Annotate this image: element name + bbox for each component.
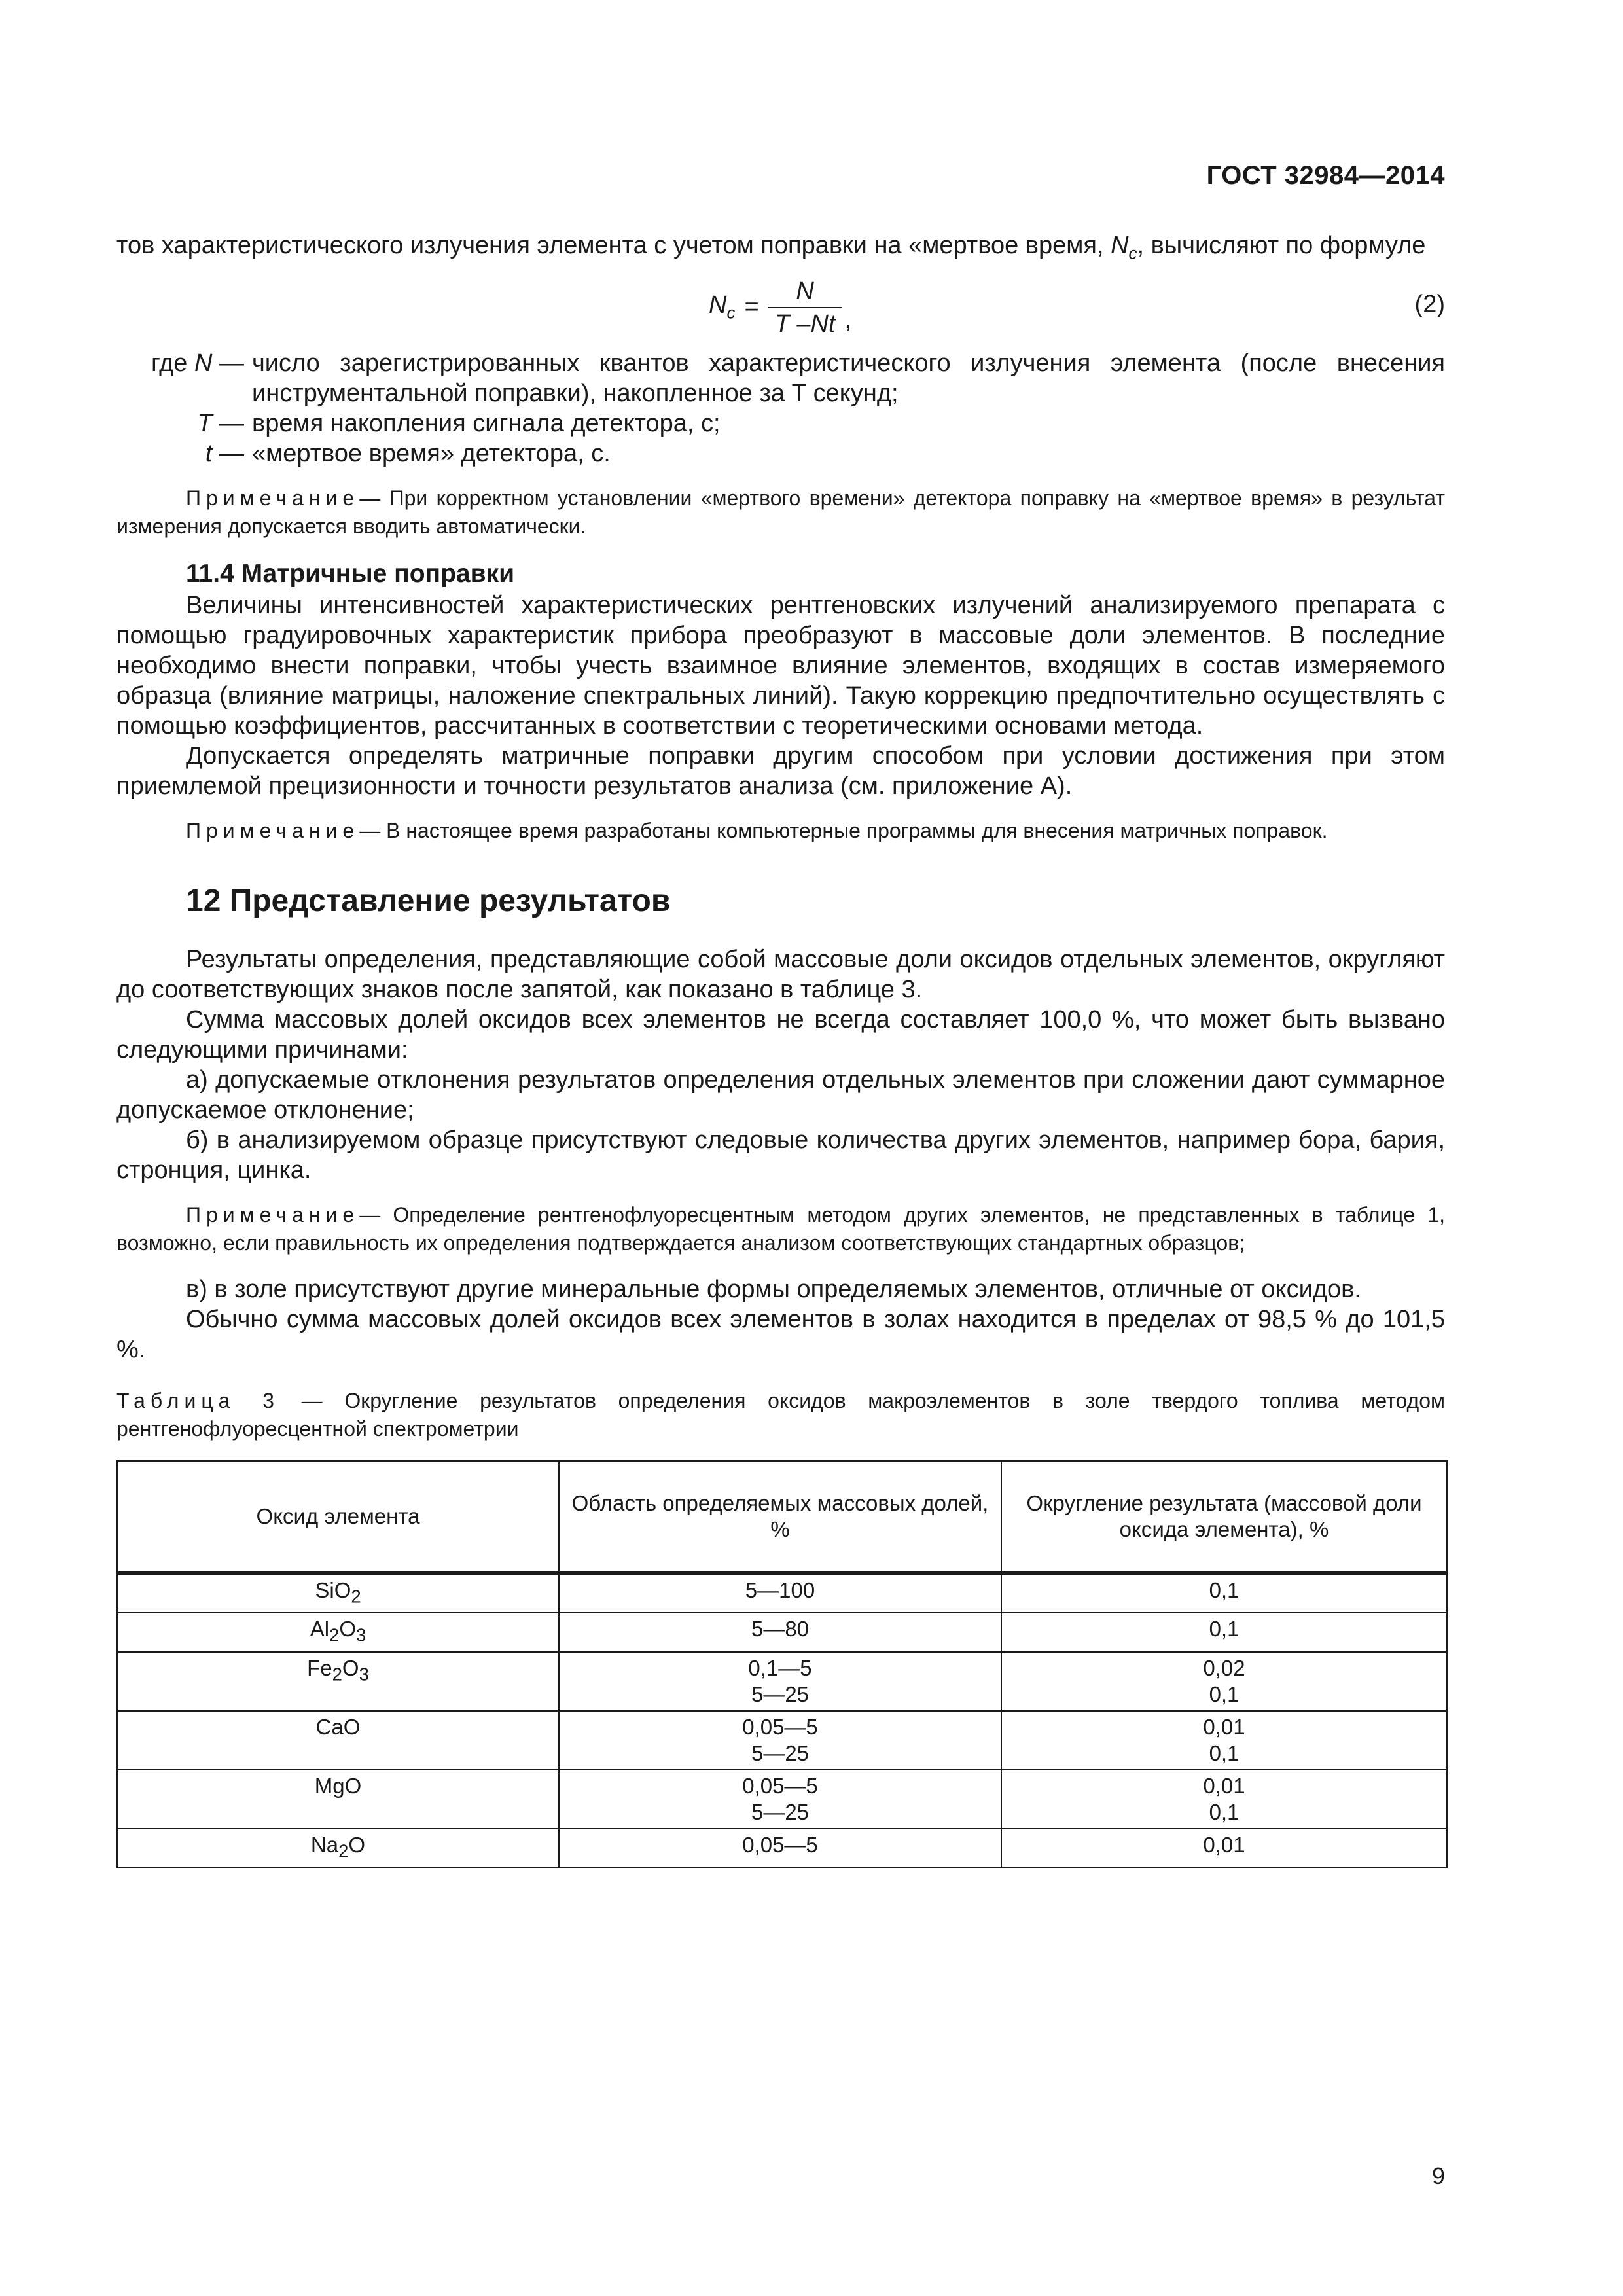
cell-rounding: 0,01 0,1 bbox=[1001, 1770, 1447, 1829]
cell-range: 5—100 bbox=[559, 1573, 1001, 1613]
table-row bbox=[117, 1573, 1447, 1613]
formula-number: (2) bbox=[1414, 290, 1445, 318]
cell-oxide: SiO$_2$ bbox=[117, 1573, 559, 1613]
header-oxide: Оксид элемента bbox=[117, 1461, 559, 1573]
cell-oxide: $Al_2O_3$ bbox=[117, 1613, 559, 1652]
table-header-row bbox=[117, 1461, 1447, 1573]
table-row bbox=[117, 1711, 1447, 1770]
header-rounding: Округление результата (массовой доли оксида элемента), % bbox=[1001, 1461, 1447, 1573]
cell-oxide: $Na_2O$ bbox=[117, 1829, 559, 1868]
section-12-paragraph-1: Результаты определения, представляющие собой массовые доли оксидов отдельных элементов, округляют до соответствующих знаков после запятой, как показано в таблице 3. bbox=[116, 945, 1445, 1003]
section-11-4-heading: 11.4 Матричные поправки bbox=[186, 559, 515, 588]
section-11-4-paragraph-1: Величины интенсивностей характеристических рентгеновских излучений анализируемого препарата с помощью градуировочных характеристик прибора преобразуют в массовые доли элементов. В последние необходимо внести поправки, чтобы учесть взаимное влияние элементов, входящих в состав измеряемого образца (влияние матрицы, наложение спектральных линий). Такую коррекцию предпочтительно осуществлять с помощью коэффициентов, рассчитанных в соответствии с теоретическими основами метода. bbox=[116, 591, 1445, 740]
cell-oxide: MgO bbox=[117, 1770, 559, 1829]
content-flow bbox=[116, 230, 1445, 1868]
note-matrix-software: Примечание— В настоящее время разработаны компьютерные программы для внесения матричных поправок. bbox=[186, 818, 1328, 842]
document-page bbox=[116, 0, 1445, 2296]
note-dead-time: Примечание— При корректном установлении «мертвого времени» детектора поправку на «мертвое время» в результат измерения допускается вводить автоматически. bbox=[116, 486, 1445, 538]
formula-legend bbox=[116, 348, 1445, 469]
cell-oxide: $Fe_2O_3$ bbox=[117, 1652, 559, 1711]
cell-range: 0,05—5 5—25 bbox=[559, 1770, 1001, 1829]
cell-range: 0,05—5 bbox=[559, 1829, 1001, 1868]
section-12-item-a: а) допускаемые отклонения результатов определения отдельных элементов при сложении дают суммарное допускаемое отклонение; bbox=[116, 1066, 1445, 1124]
section-12-paragraph-3: Обычно сумма массовых долей оксидов всех элементов в золах находится в пределах от 98,5 % до 101,5 %. bbox=[116, 1305, 1445, 1363]
table-row bbox=[117, 1770, 1447, 1829]
table-row bbox=[117, 1652, 1447, 1711]
formula-2 bbox=[116, 272, 1445, 343]
note-other-elements: Примечание— Определение рентгенофлуоресцентным методом других элементов, не представленных в таблице 1, возможно, если правильность их определения подтверждается анализом соответствующих стандартных образцов; bbox=[116, 1202, 1445, 1255]
table-row bbox=[117, 1613, 1447, 1652]
legend-item: T — время накопления сигнала детектора, с; bbox=[197, 409, 721, 437]
section-12-heading: 12 Представление результатов bbox=[186, 883, 671, 918]
section-12-item-b: б) в анализируемом образце присутствуют следовые количества других элементов, например бора, бария, стронция, цинка. bbox=[116, 1126, 1445, 1184]
cell-range: 0,1—5 5—25 bbox=[559, 1652, 1001, 1711]
section-12-paragraph-2: Сумма массовых долей оксидов всех элементов не всегда составляет 100,0 %, что может быть вызвано следующими причинами: bbox=[116, 1005, 1445, 1064]
cell-rounding: 0,01 bbox=[1001, 1829, 1447, 1868]
section-12-item-c: в) в золе присутствуют другие минеральные формы определяемых элементов, отличные от оксидов. bbox=[186, 1275, 1361, 1303]
formula-lhs: $N_c$ bbox=[709, 291, 736, 323]
formula-fraction bbox=[768, 277, 842, 338]
cell-rounding: 0,1 bbox=[1001, 1573, 1447, 1613]
cell-oxide: CaO bbox=[117, 1711, 559, 1770]
document-id: ГОСТ 32984—2014 bbox=[1206, 161, 1445, 190]
cell-range: 5—80 bbox=[559, 1613, 1001, 1652]
legend-item: где N — число зарегистрированных квантов характеристического излучения элемента (после внесения инструментальной поправки), накопленное за T секунд; bbox=[151, 349, 1445, 407]
cell-rounding: 0,1 bbox=[1001, 1613, 1447, 1652]
formula-comma: , bbox=[844, 306, 852, 334]
intro-paragraph: тов характеристического излучения элемента с учетом поправки на «мертвое время, $N_c$, вычисляют по формуле bbox=[116, 232, 1426, 263]
formula-denominator: T –Nt bbox=[768, 307, 842, 338]
cell-rounding: 0,02 0,1 bbox=[1001, 1652, 1447, 1711]
section-11-4-paragraph-2: Допускается определять матричные поправки другим способом при условии достижения при этом приемлемой прецизионности и точности результатов анализа (см. приложение А). bbox=[116, 742, 1445, 800]
cell-rounding: 0,01 0,1 bbox=[1001, 1711, 1447, 1770]
table-row bbox=[117, 1829, 1447, 1868]
cell-range: 0,05—5 5—25 bbox=[559, 1711, 1001, 1770]
page-number: 9 bbox=[1431, 2162, 1445, 2189]
formula-numerator: N bbox=[796, 277, 814, 305]
legend-item: t — «мертвое время» детектора, с. bbox=[205, 439, 611, 467]
table-3-caption: Таблица 3 — Округление результатов определения оксидов макроэлементов в золе твердого топлива методом рентгенофлуоресцентной спектрометрии bbox=[116, 1388, 1446, 1441]
header-range: Область определяемых массовых долей, % bbox=[559, 1461, 1001, 1573]
formula-equals: = bbox=[744, 293, 759, 321]
table-3 bbox=[116, 1460, 1448, 1869]
